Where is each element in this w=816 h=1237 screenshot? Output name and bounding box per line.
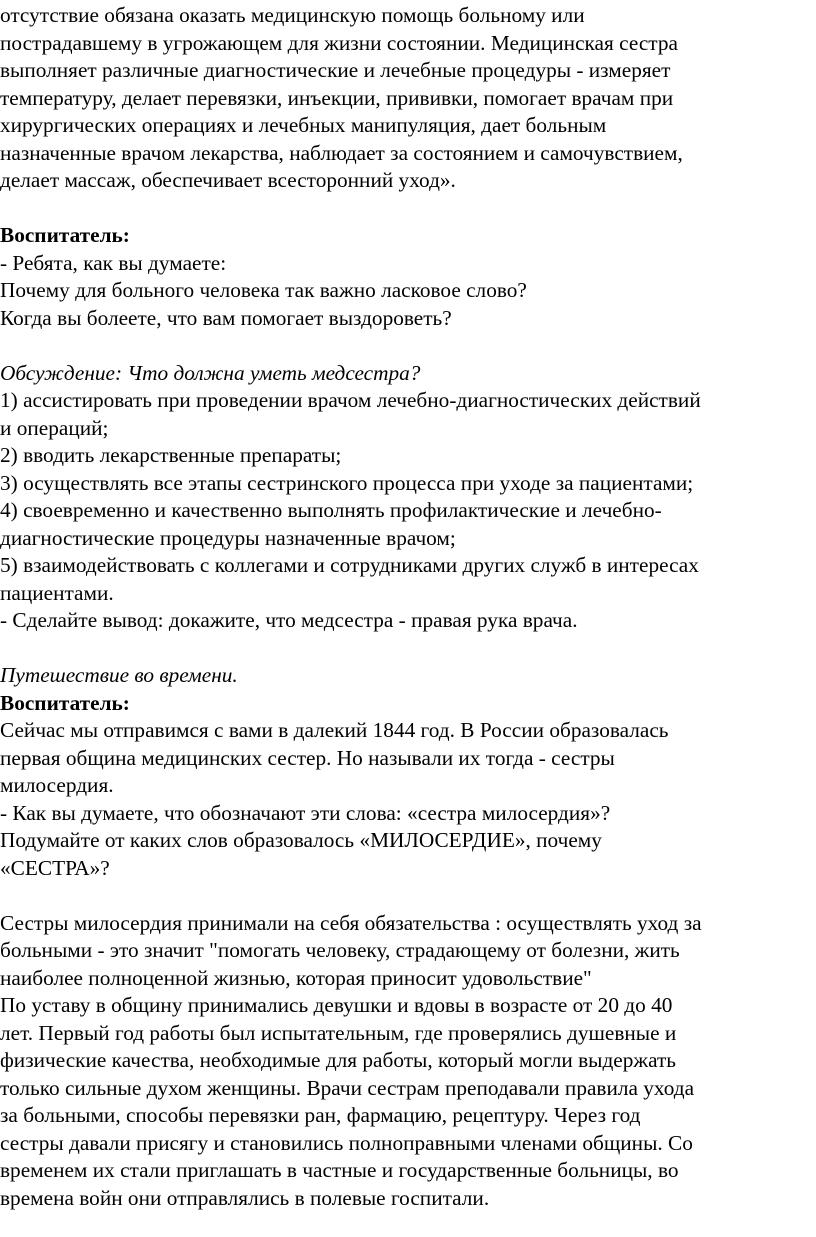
paragraph-gap xyxy=(0,332,812,360)
journey-question: - Как вы думаете, что обозначают эти слова: «сестра милосердия»? Подумайте от каких слов образовалось «МИЛОСЕРДИЕ», почему «СЕСТРА»? xyxy=(0,800,611,880)
conclusion-line: - Сделайте вывод: докажите, что медсестра - правая рука врача. xyxy=(0,608,578,632)
skill-item: 1) ассистировать при проведении врачом лечебно-диагностических действий и операций; xyxy=(0,388,701,440)
paragraph-gap xyxy=(0,195,812,223)
question-line: Когда вы болеете, что вам помогает выздороветь? xyxy=(0,305,452,330)
question-line: Почему для больного человека так важно ласковое слово? xyxy=(0,278,527,302)
journey-paragraph: Сейчас мы отправимся с вами в далекий 1844 год. В России образовалась первая община медицинских сестер. Но называли их тогда - сестры милосердия. xyxy=(0,718,669,797)
paragraph-gap xyxy=(0,635,812,663)
obligations-paragraph: Сестры милосердия принимали на себя обязательства : осуществлять уход за больными - это значит "помогать человеку, страдающему от болезни, жить наиболее полноценной жизнью, которая приносит удовольствие" xyxy=(0,910,702,990)
discussion-heading: Обсуждение: Что должна уметь медсестра? xyxy=(0,360,421,385)
educator-heading: Воспитатель: xyxy=(0,690,130,715)
skill-item: 2) вводить лекарственные препараты; xyxy=(0,443,342,467)
intro-paragraph: отсутствие обязана оказать медицинскую помощь больному или пострадавшему в угрожающем для жизни состоянии. Медицинская сестра выполняет различные диагностические и лечебные процедуры - измеряет температуру, делает перевязки, инъекции, прививки, помогает врачам при хирургических операциях и лечебных манипуляция, дает больным назначенные врачом лекарства, наблюдает за состоянием и самочувствием, делает массаж, обеспечивает всесторонний уход». xyxy=(0,3,683,192)
paragraph-gap xyxy=(0,882,812,910)
charter-paragraph: По уставу в общину принимались девушки и вдовы в возрасте от 20 до 40 лет. Первый год работы был испытательным, где проверялись душевные и физические качества, необходимые для работы, который могли выдержать только сильные духом женщины. Врачи сестрам преподавали правила ухода за больными, способы перевязки ран, фармацию, рецептуру. Через год сестры давали присягу и становились полноправными членами общины. Со временем их стали приглашать в частные и государственные больницы, во времена войн они отправлялись в полевые госпитали. xyxy=(0,993,695,1210)
educator-heading: Воспитатель: xyxy=(0,223,130,247)
skill-item: 4) своевременно и качественно выполнять профилактические и лечебно- диагностические процедуры назначенные врачом; xyxy=(0,498,662,550)
journey-heading: Путешествие во времени. xyxy=(0,663,238,687)
document-page xyxy=(0,2,812,1212)
question-line: - Ребята, как вы думаете: xyxy=(0,250,227,275)
skill-item: 5) взаимодействовать с коллегами и сотрудниками других служб в интересах пациентами. xyxy=(0,553,699,605)
skill-item: 3) осуществлять все этапы сестринского процесса при уходе за пациентами; xyxy=(0,470,694,495)
